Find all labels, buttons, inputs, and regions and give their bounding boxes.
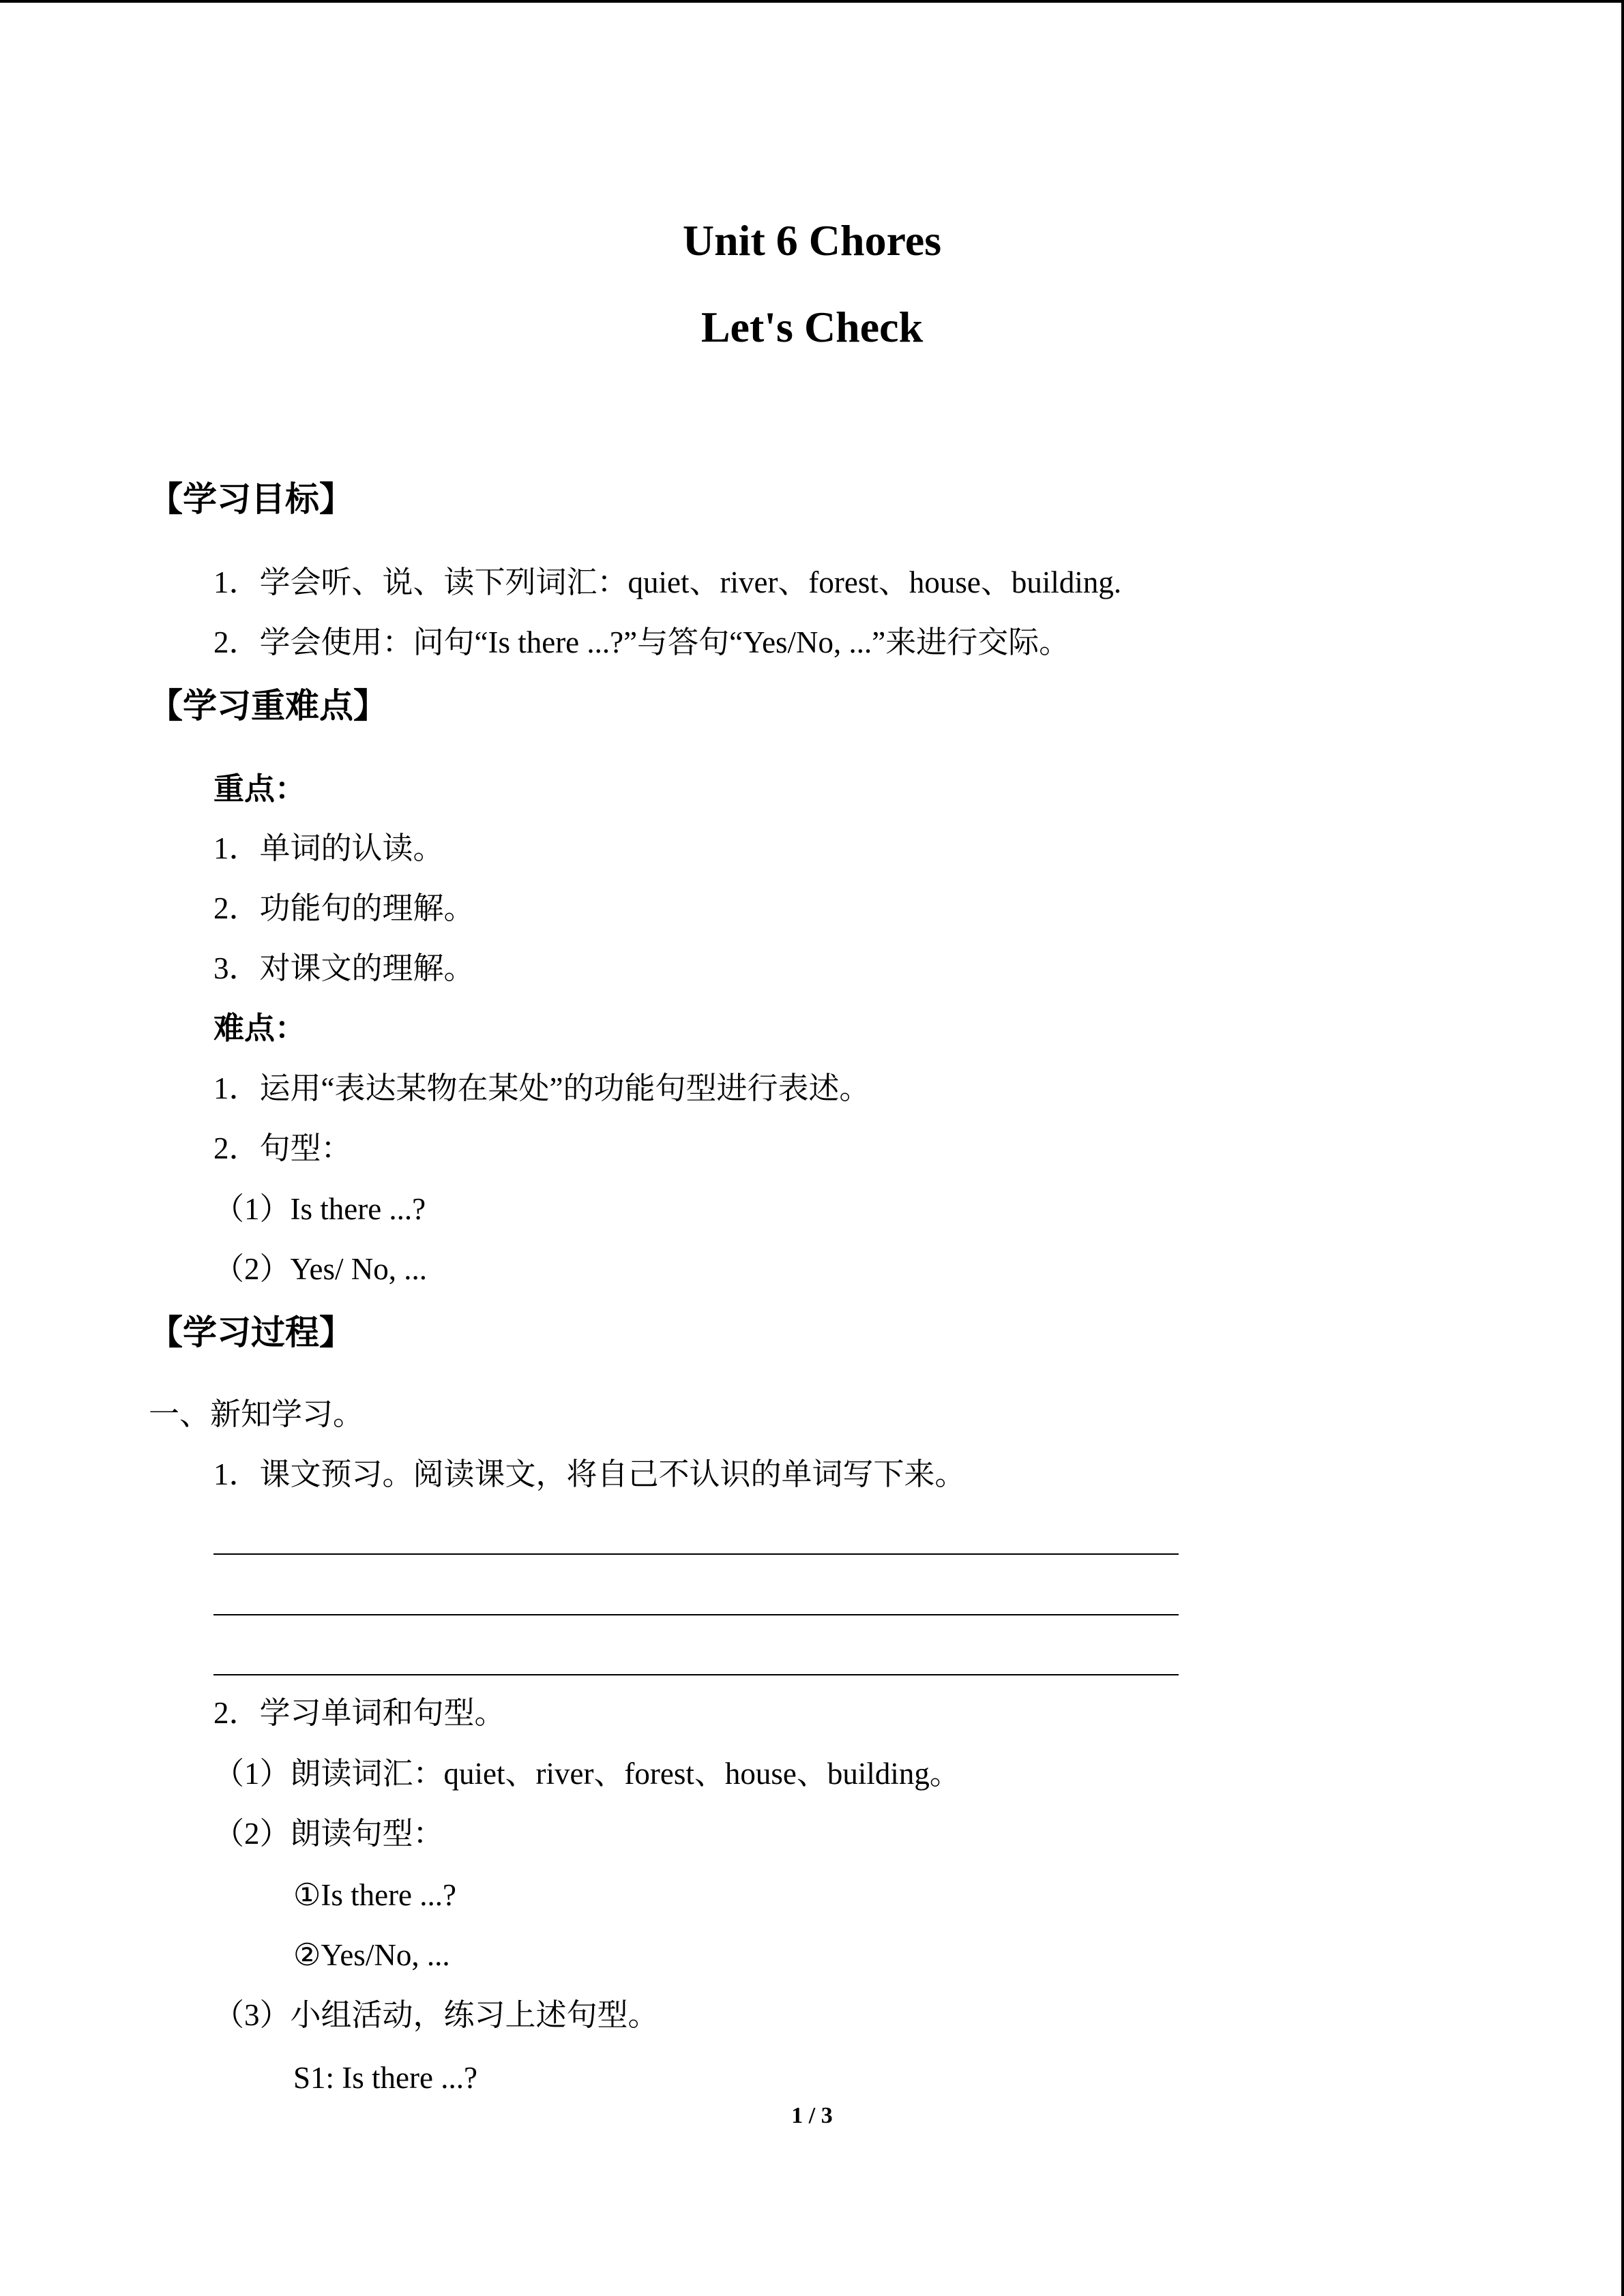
difficult-points-label: 难点： xyxy=(213,1011,306,1045)
pattern-answer: ②Yes/No, ... xyxy=(293,1938,450,1972)
section-heading-learning-goals: 【学习目标】 xyxy=(149,479,353,519)
key-point-item-3: 3．对课文的理解。 xyxy=(213,951,475,985)
document-title: Unit 6 Chores xyxy=(682,216,942,265)
key-point-item-1: 1．单词的认读。 xyxy=(213,831,444,865)
section-heading-learning-process: 【学习过程】 xyxy=(149,1313,353,1352)
key-point-item-2: 2．功能句的理解。 xyxy=(213,891,475,925)
dialogue-line-s1: S1: Is there ...? xyxy=(293,2061,477,2095)
key-points-label: 重点： xyxy=(213,772,306,806)
page-number: 1 / 3 xyxy=(791,2103,833,2128)
writing-line-3[interactable] xyxy=(213,1674,1179,1675)
pattern-question: ①Is there ...? xyxy=(293,1878,456,1912)
part1-title: 一、新知学习。 xyxy=(149,1397,364,1431)
sentence-pattern-2: （2）Yes/ No, ... xyxy=(213,1252,427,1286)
goal-item-2: 2．学会使用：问句“Is there ...?”与答句“Yes/No, ...”来进行交际。 xyxy=(213,625,1070,659)
step2-sub2-patterns: （2）朗读句型： xyxy=(213,1817,444,1851)
writing-line-1[interactable] xyxy=(213,1553,1179,1555)
writing-line-2[interactable] xyxy=(213,1614,1179,1615)
sentence-pattern-1: （1）Is there ...? xyxy=(213,1192,426,1226)
goal-item-1: 1．学会听、说、读下列词汇：quiet、river、forest、house、building. xyxy=(213,565,1122,599)
section-heading-key-points: 【学习重难点】 xyxy=(149,686,387,726)
difficult-point-item-1: 1．运用“表达某物在某处”的功能句型进行表述。 xyxy=(213,1071,870,1105)
step2-learn: 2．学习单词和句型。 xyxy=(213,1696,505,1730)
step2-sub3-group-activity: （3）小组活动，练习上述句型。 xyxy=(213,1998,659,2032)
step1-preview: 1．课文预习。阅读课文，将自己不认识的单词写下来。 xyxy=(213,1457,966,1491)
page-top-border xyxy=(0,0,1624,3)
step2-sub1-vocabulary: （1）朗读词汇：quiet、river、forest、house、building。 xyxy=(213,1757,960,1791)
document-subtitle: Let's Check xyxy=(700,303,924,351)
difficult-point-item-2: 2．句型： xyxy=(213,1131,352,1165)
